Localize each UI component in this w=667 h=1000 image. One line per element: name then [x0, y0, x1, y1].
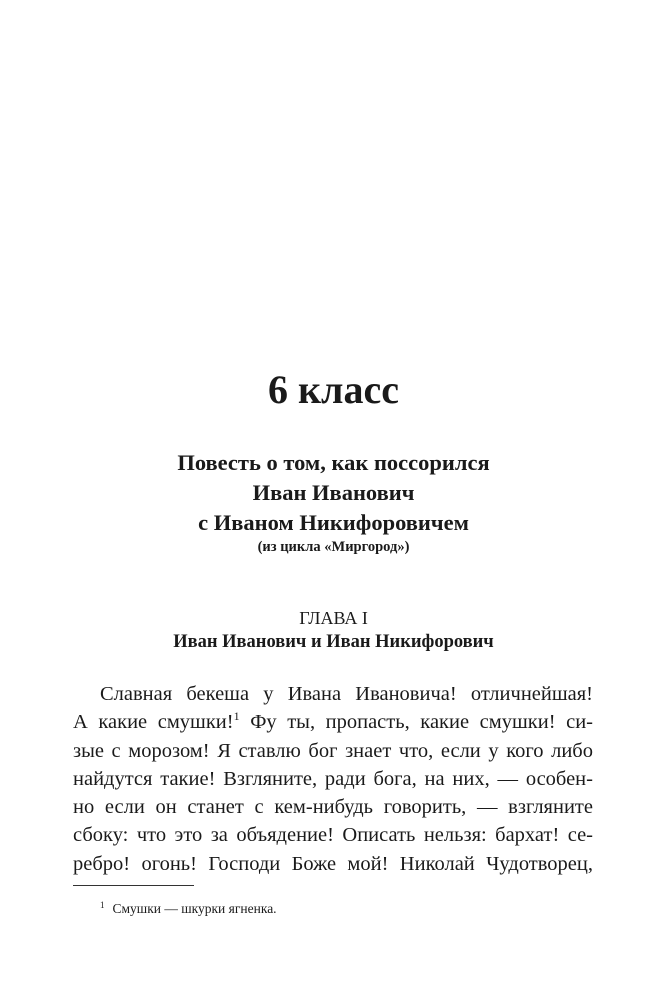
- text-fragment: Фу ты, пропасть, какие смушки! си-: [239, 711, 593, 734]
- text-line: найдутся такие! Взгляните, ради бога, на них, — особен-: [73, 767, 593, 790]
- text-line: ребро! огонь! Господи Боже мой! Николай Чудотворец,: [73, 852, 593, 875]
- text-line: сбоку: что это за объядение! Описать нельзя: бархат! се-: [73, 824, 593, 847]
- text-line: но если он станет с кем-нибудь говорить, — взгляните: [73, 796, 593, 819]
- footnote-reference: 1: [233, 709, 240, 724]
- footnote-text: Смушки — шкурки ягненка.: [112, 901, 277, 916]
- story-title: [0, 448, 667, 538]
- story-title-line: Повесть о том, как поссорился: [177, 450, 490, 475]
- footnote-divider: [73, 885, 194, 886]
- footnote-mark: 1: [100, 899, 105, 910]
- story-title-line: Иван Иванович: [252, 480, 415, 505]
- grade-title: 6 класс: [268, 367, 399, 412]
- body-paragraph: [73, 680, 593, 878]
- chapter-number: ГЛАВА I: [299, 608, 368, 628]
- story-title-line: с Иваном Никифоровичем: [198, 510, 469, 535]
- footnote: [100, 900, 277, 918]
- chapter-title: Иван Иванович и Иван Никифорович: [173, 632, 494, 652]
- text-fragment: А какие смушки!: [73, 711, 234, 734]
- text-line: Славная бекеша у Ивана Ивановича! отличнейшая!: [100, 683, 593, 705]
- text-line: [73, 708, 593, 736]
- text-line: зые с морозом! Я ставлю бог знает что, если у кого либо: [73, 739, 593, 762]
- cycle-note: (из цикла «Миргород»): [257, 539, 410, 555]
